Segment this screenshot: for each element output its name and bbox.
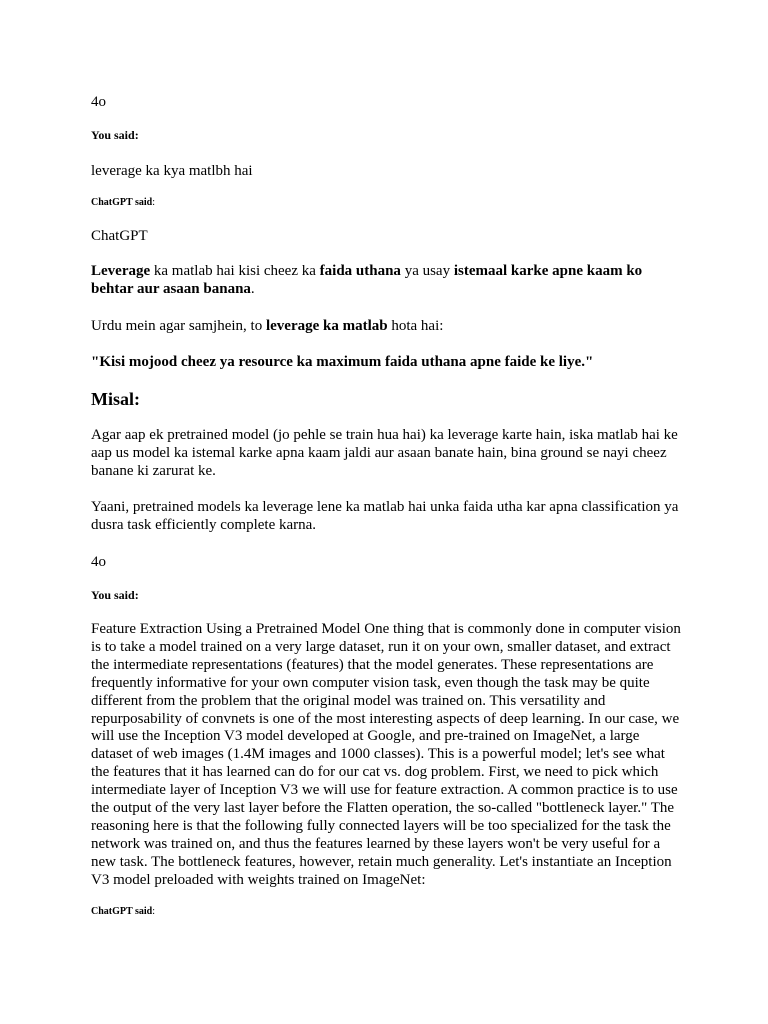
answer-quote: "Kisi mojood cheez ya resource ka maximum faida uthana apne faide ke liye." [91, 354, 594, 370]
assistant-name: ChatGPT [91, 228, 148, 244]
chatgpt-said-label [91, 197, 155, 208]
text-run: ya usay [400, 263, 454, 279]
you-said-label: You said: [91, 128, 139, 142]
chatgpt-said-label [91, 906, 155, 917]
model-badge: 4o [91, 554, 106, 570]
bold-term: leverage ka matlab [265, 318, 388, 334]
bold-term: faida uthana [319, 263, 401, 279]
chatgpt-said-text: ChatGPT said [91, 197, 153, 208]
bold-term: Leverage [91, 263, 151, 279]
answer-paragraph-summary: Yaani, pretrained models ka leverage lene ka matlab hai unka faida utha kar apna classification ya dusra task efficiently complete karna. [91, 499, 679, 533]
you-said-label: You said: [91, 588, 139, 602]
answer-paragraph-definition [91, 263, 681, 299]
bold-term: istemaal karke apne kaam ko behtar aur asaan banana [91, 263, 643, 297]
chatgpt-said-colon: : [152, 906, 156, 917]
answer-paragraph-urdu [91, 317, 443, 335]
user-message-long: Feature Extraction Using a Pretrained Model One thing that is commonly done in computer vision is to take a model trained on a very large dataset, run it on your own, smaller dataset, and extract the intermediate representations (features) that the model generates. These representations are frequently informative for your own computer vision task, even though the task may be quite different from the problem that the original model was trained on. This versatility and repurposability of convnets is one of the most interesting aspects of deep learning. In our case, we will use the Inception V3 model developed at Google, and pre-trained on ImageNet, a large dataset of web images (1.4M images and 1000 classes). This is a powerful model; let's see what the features that it has learned can do for our cat vs. dog problem. First, we need to pick which intermediate layer of Inception V3 we will use for feature extraction. A common practice is to use the output of the very last layer before the Flatten operation, the so-called "bottleneck layer." The reasoning here is that the following fully connected layers will be too specialized for the task the network was trained on, and thus the features learned by these layers won't be very useful for a new task. The bottleneck features, however, retain much generality. Let's instantiate an Inception V3 model preloaded with weights trained on ImageNet: [91, 621, 681, 888]
text-run: hota hai: [387, 318, 444, 334]
chatgpt-said-text: ChatGPT said [91, 906, 153, 917]
chatgpt-said-colon: : [152, 197, 156, 208]
model-badge: 4o [91, 94, 106, 110]
user-message: leverage ka kya matlbh hai [91, 163, 253, 179]
text-run: . [250, 280, 255, 297]
misal-heading: Misal: [91, 389, 140, 409]
answer-paragraph-example: Agar aap ek pretrained model (jo pehle se train hua hai) ka leverage karte hain, iska matlab hai ke aap us model ka istemal karke apna kaam jaldi aur asaan banate hain, bina ground se nayi cheez banane ki zarurat ke. [91, 427, 678, 479]
text-run: Urdu mein agar samjhein, to [91, 318, 266, 334]
text-run: ka matlab hai kisi cheez ka [150, 263, 320, 279]
